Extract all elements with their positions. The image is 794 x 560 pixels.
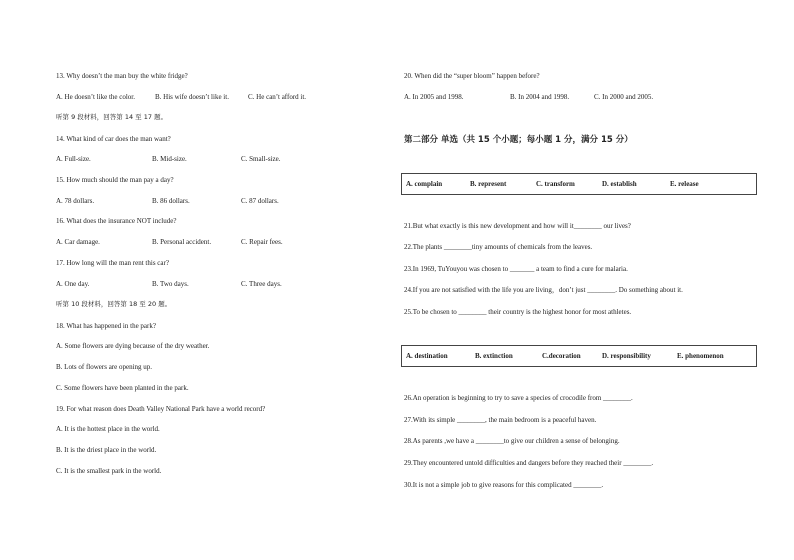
option-a: A. Full-size.: [56, 155, 91, 163]
question-18-option-a: A. Some flowers are dying because of the dry weather.: [56, 342, 210, 350]
word-bank-item: B. represent: [470, 180, 507, 188]
question-20: 20. When did the “super bloom” happen before?: [404, 72, 540, 80]
option-b: B. 86 dollars.: [152, 197, 190, 205]
option-b: B. Personal accident.: [152, 238, 212, 246]
question-13-options: [56, 93, 356, 102]
word-bank-item: E. release: [670, 180, 699, 188]
question-19: 19. For what reason does Death Valley National Park have a world record?: [56, 405, 266, 413]
option-a: A. Car damage.: [56, 238, 100, 246]
word-bank-2: [401, 345, 757, 367]
question-25: 25.To be chosen to ________ their country is the highest honor for most athletes.: [404, 308, 632, 316]
question-18-option-b: B. Lots of flowers are opening up.: [56, 363, 153, 371]
word-bank-item: A. destination: [406, 352, 448, 360]
word-bank-item: E. phenomenon: [677, 352, 724, 360]
option-c: C. Three days.: [241, 280, 282, 288]
option-b: B. His wife doesn’t like it.: [155, 93, 229, 101]
question-17-options: [56, 280, 356, 289]
question-13: 13. Why doesn’t the man buy the white fridge?: [56, 72, 188, 80]
word-bank-item: C.decoration: [542, 352, 581, 360]
question-24: 24.If you are not satisfied with the life you are living，don’t just ________. Do something about it.: [404, 286, 683, 294]
option-c: C. Small-size.: [241, 155, 281, 163]
word-bank-item: B. extinction: [475, 352, 513, 360]
option-b: B. Two days.: [152, 280, 189, 288]
question-15-options: [56, 197, 356, 206]
option-a: A. 78 dollars.: [56, 197, 95, 205]
option-a: A. One day.: [56, 280, 90, 288]
question-26: 26.An operation is beginning to try to save a species of crocodile from ________.: [404, 394, 633, 402]
question-21: 21.But what exactly is this new development and how will it________ our lives?: [404, 222, 631, 230]
option-c: C. Repair fees.: [241, 238, 283, 246]
word-bank-1: [401, 173, 757, 195]
section-heading: 第二部分 单选（共 15 个小题；每小题 1 分，满分 15 分）: [404, 135, 633, 145]
section-instruction-10: 听第 10 段材料，回答第 18 至 20 题。: [56, 300, 172, 308]
question-14: 14. What kind of car does the man want?: [56, 135, 171, 143]
question-19-option-b: B. It is the driest place in the world.: [56, 446, 157, 454]
option-b: B. In 2004 and 1998.: [510, 93, 570, 101]
word-bank-item: A. complain: [406, 180, 443, 188]
question-18: 18. What has happened in the park?: [56, 322, 156, 330]
question-23: 23.In 1969, TuYouyou was chosen to _______ a team to find a cure for malaria.: [404, 265, 628, 273]
question-27: 27.With its simple ________, the main bedroom is a peaceful haven.: [404, 416, 597, 424]
question-28: 28.As parents ,we have a ________to give our children a sense of belonging.: [404, 437, 620, 445]
option-c: C. 87 dollars.: [241, 197, 279, 205]
question-29: 29.They encountered untold difficulties and dangers before they reached their ________.: [404, 459, 654, 467]
question-16-options: [56, 238, 356, 247]
question-15: 15. How much should the man pay a day?: [56, 176, 174, 184]
option-c: C. He can’t afford it.: [248, 93, 307, 101]
word-bank-item: C. transform: [536, 180, 575, 188]
word-bank-item: D. establish: [602, 180, 637, 188]
section-instruction-9: 听第 9 段材料，回答第 14 至 17 题。: [56, 113, 168, 121]
question-16: 16. What does the insurance NOT include?: [56, 217, 177, 225]
question-22: 22.The plants ________tiny amounts of chemicals from the leaves.: [404, 243, 593, 251]
question-17: 17. How long will the man rent this car?: [56, 259, 169, 267]
option-c: C. In 2000 and 2005.: [594, 93, 654, 101]
question-18-option-c: C. Some flowers have been planted in the park.: [56, 384, 189, 392]
question-30: 30.It is not a simple job to give reasons for this complicated ________.: [404, 481, 604, 489]
option-a: A. He doesn’t like the color.: [56, 93, 135, 101]
question-19-option-c: C. It is the smallest park in the world.: [56, 467, 162, 475]
question-19-option-a: A. It is the hottest place in the world.: [56, 425, 160, 433]
option-b: B. Mid-size.: [152, 155, 187, 163]
option-a: A. In 2005 and 1998.: [404, 93, 464, 101]
question-14-options: [56, 155, 356, 164]
question-20-options: [404, 93, 734, 102]
word-bank-item: D. responsibility: [602, 352, 651, 360]
